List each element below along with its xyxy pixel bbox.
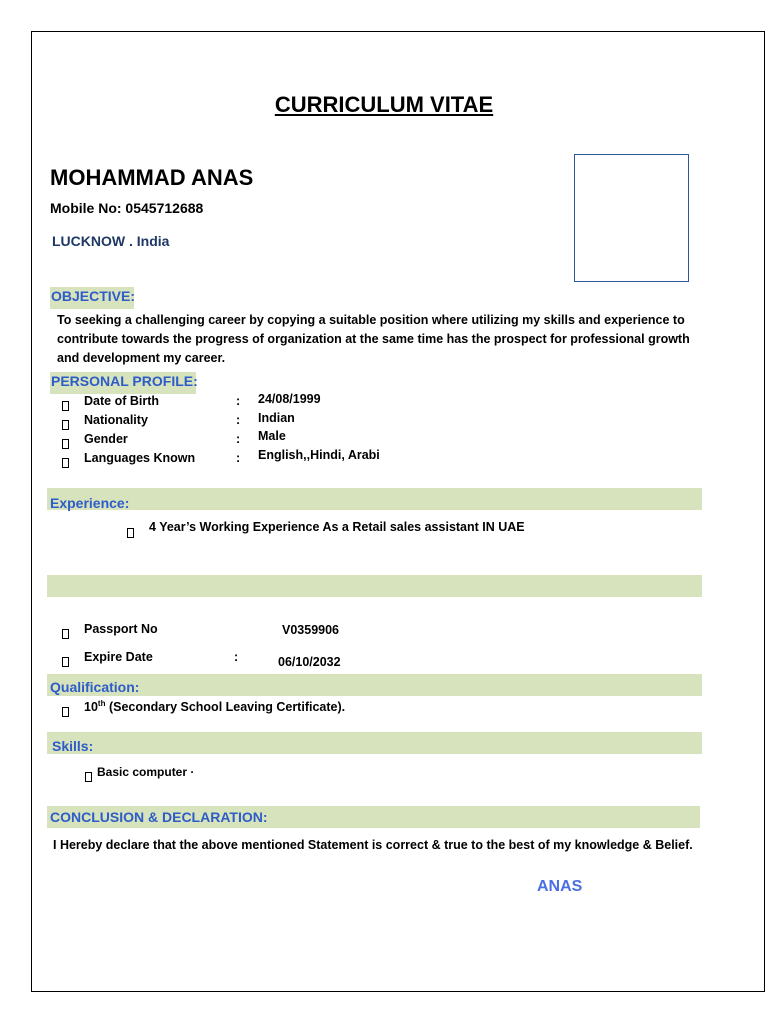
bullet-box-icon bbox=[127, 524, 134, 542]
bullet-box-icon bbox=[62, 625, 69, 643]
qualification-band bbox=[47, 674, 702, 696]
signature: ANAS bbox=[537, 878, 583, 895]
qualification-grade: 10 bbox=[84, 700, 98, 715]
passport-label: Passport No bbox=[84, 622, 158, 636]
empty-section-band bbox=[47, 575, 702, 597]
skills-heading: Skills: bbox=[52, 738, 94, 754]
profile-colon: : bbox=[236, 451, 241, 465]
profile-label: Languages Known bbox=[84, 451, 196, 465]
personal-profile-heading: PERSONAL PROFILE: bbox=[51, 373, 198, 389]
expire-label: Expire Date bbox=[84, 650, 153, 664]
qualification-item bbox=[84, 699, 345, 714]
skills-band bbox=[47, 732, 702, 754]
conclusion-text: I Hereby declare that the above mentioned Statement is correct & true to the best of my knowledge & Belief. bbox=[53, 838, 693, 852]
photo-placeholder bbox=[574, 154, 689, 282]
expire-colon: : bbox=[234, 650, 239, 664]
document-title: CURRICULUM VITAE bbox=[274, 92, 494, 117]
location: LUCKNOW . India bbox=[52, 233, 170, 249]
qualification-text: (Secondary School Leaving Certificate). bbox=[105, 700, 346, 715]
profile-value: Male bbox=[258, 429, 286, 443]
profile-label: Date of Birth bbox=[84, 394, 159, 408]
profile-colon: : bbox=[236, 432, 241, 446]
profile-value: 24/08/1999 bbox=[258, 392, 321, 406]
expire-value: 06/10/2032 bbox=[278, 655, 341, 669]
experience-heading: Experience: bbox=[50, 495, 130, 511]
profile-label: Gender bbox=[84, 432, 128, 446]
profile-value: Indian bbox=[258, 411, 295, 425]
bullet-box-icon bbox=[85, 768, 92, 786]
experience-band bbox=[47, 488, 702, 510]
bullet-box-icon bbox=[62, 703, 69, 721]
conclusion-heading: CONCLUSION & DECLARATION: bbox=[50, 809, 268, 825]
bullet-box-icon bbox=[62, 435, 69, 453]
objective-heading: OBJECTIVE: bbox=[51, 288, 136, 304]
candidate-name: MOHAMMAD ANAS bbox=[50, 165, 254, 190]
bullet-box-icon bbox=[62, 653, 69, 671]
qualification-heading: Qualification: bbox=[50, 679, 140, 695]
mobile-number: Mobile No: 0545712688 bbox=[50, 200, 204, 216]
objective-text: To seeking a challenging career by copying a suitable position where utilizing my skills and experience to contribute towards the progress of organization at the same time has the prospect for professional growth and development my career. bbox=[57, 313, 690, 365]
passport-value: V0359906 bbox=[282, 623, 340, 637]
bullet-box-icon bbox=[62, 397, 69, 415]
profile-colon: : bbox=[236, 394, 241, 408]
bullet-box-icon bbox=[62, 416, 69, 434]
profile-label: Nationality bbox=[84, 413, 148, 427]
skills-item: Basic computer · bbox=[97, 765, 195, 779]
profile-value: English,,Hindi, Arabi bbox=[258, 448, 380, 462]
experience-item: 4 Year’s Working Experience As a Retail sales assistant IN UAE bbox=[149, 520, 525, 534]
qualification-ordinal: th bbox=[97, 699, 106, 708]
profile-colon: : bbox=[236, 413, 241, 427]
bullet-box-icon bbox=[62, 454, 69, 472]
